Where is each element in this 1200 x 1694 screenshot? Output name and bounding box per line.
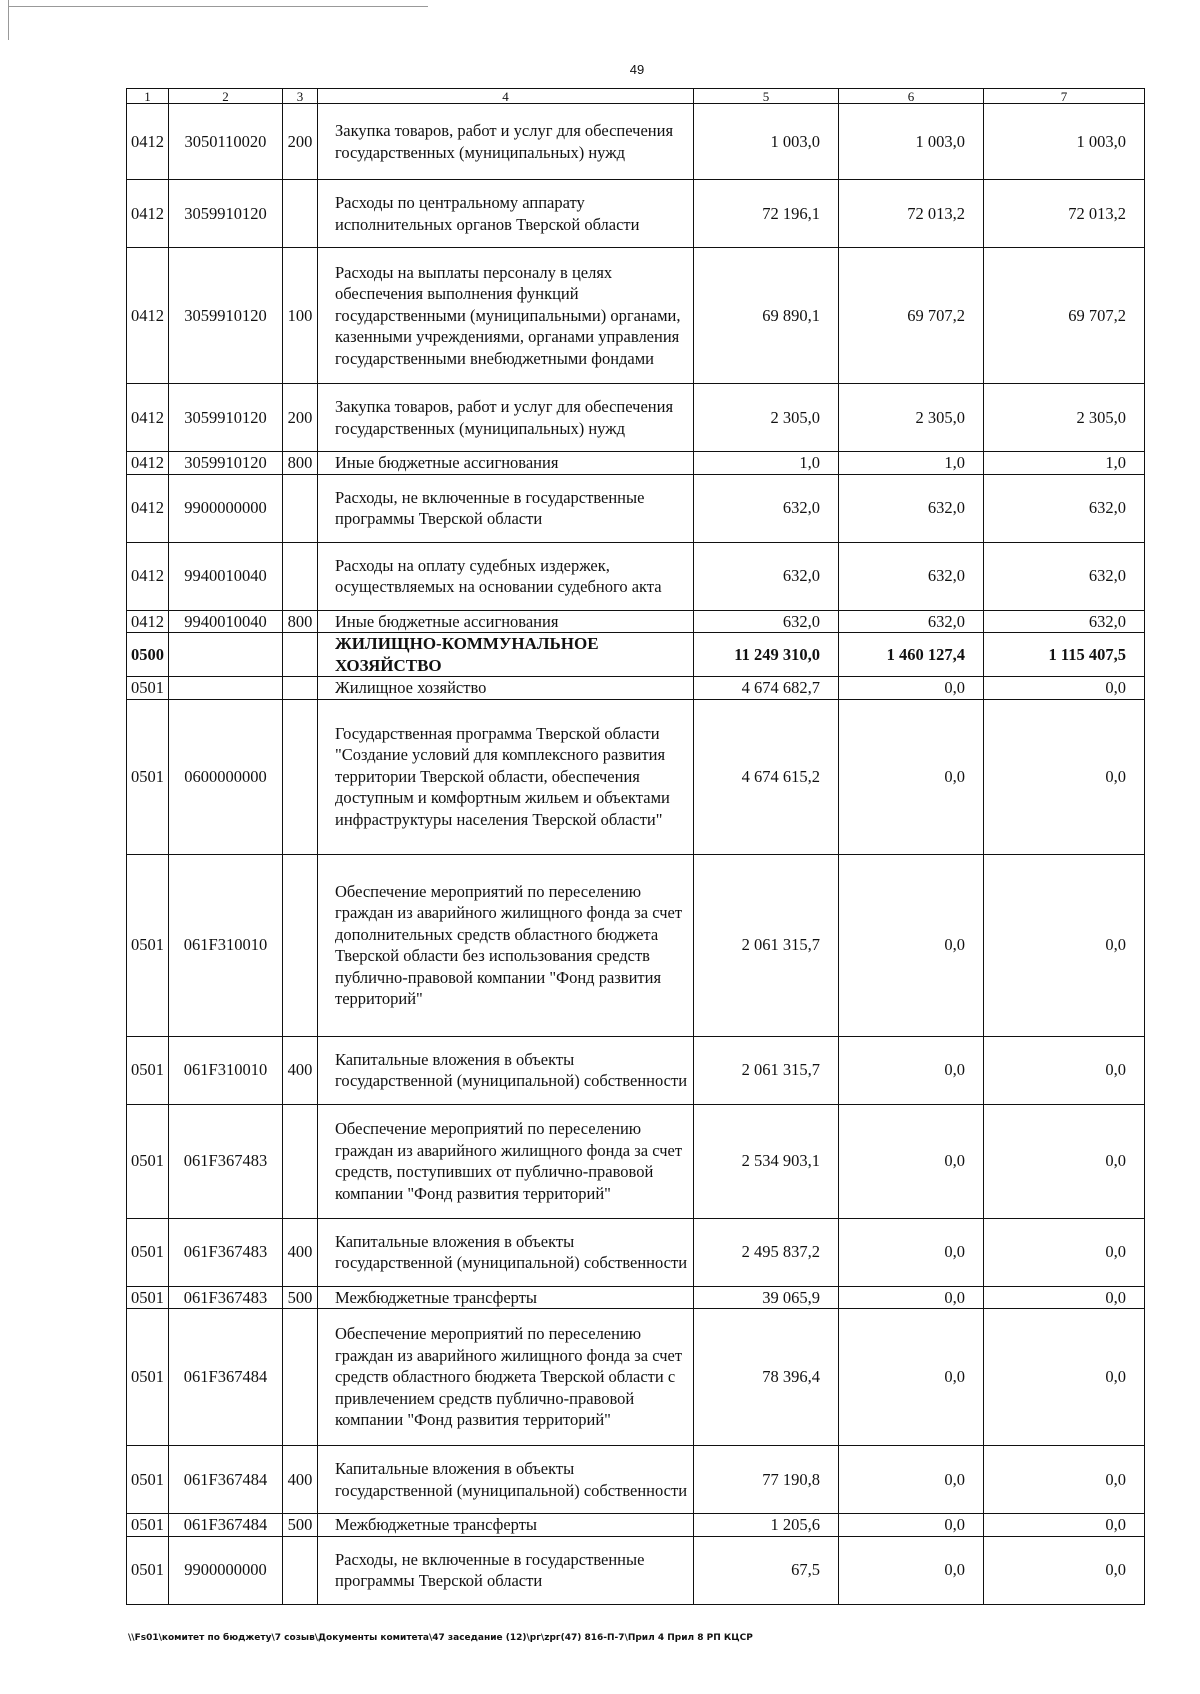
target-code-cell: 061F367484 xyxy=(169,1514,283,1537)
column-header: 2 xyxy=(169,89,283,104)
table-row xyxy=(127,610,1145,633)
table-row xyxy=(127,1309,1145,1446)
table-row xyxy=(127,1446,1145,1514)
amount-col6-cell: 2 305,0 xyxy=(839,384,984,452)
amount-col5-cell: 39 065,9 xyxy=(694,1286,839,1309)
budget-table xyxy=(126,88,1145,1605)
expense-type-cell xyxy=(283,180,318,248)
target-code-cell: 3059910120 xyxy=(169,384,283,452)
item-name-cell: Расходы на оплату судебных издержек, осуществляемых на основании судебного акта xyxy=(318,542,694,610)
amount-col7-cell: 0,0 xyxy=(984,1036,1145,1104)
target-code-cell: 061F367483 xyxy=(169,1286,283,1309)
amount-col5-cell: 632,0 xyxy=(694,610,839,633)
item-name-cell: Капитальные вложения в объекты государственной (муниципальной) собственности xyxy=(318,1446,694,1514)
table-row xyxy=(127,1514,1145,1537)
table-row xyxy=(127,104,1145,180)
amount-col6-cell: 0,0 xyxy=(839,1104,984,1218)
amount-col5-cell: 2 495 837,2 xyxy=(694,1218,839,1286)
amount-col5-cell: 4 674 682,7 xyxy=(694,677,839,700)
section-code-cell: 0412 xyxy=(127,542,169,610)
amount-col7-cell: 632,0 xyxy=(984,474,1145,542)
section-code-cell: 0500 xyxy=(127,633,169,677)
expense-type-cell: 400 xyxy=(283,1446,318,1514)
amount-col6-cell: 0,0 xyxy=(839,1286,984,1309)
amount-col5-cell: 2 305,0 xyxy=(694,384,839,452)
expense-type-cell: 500 xyxy=(283,1286,318,1309)
table-row xyxy=(127,699,1145,854)
item-name-cell: Расходы по центральному аппарату исполнительных органов Тверской области xyxy=(318,180,694,248)
expense-type-cell xyxy=(283,474,318,542)
amount-col6-cell: 632,0 xyxy=(839,542,984,610)
amount-col6-cell: 0,0 xyxy=(839,1309,984,1446)
section-code-cell: 0501 xyxy=(127,1286,169,1309)
amount-col7-cell: 72 013,2 xyxy=(984,180,1145,248)
amount-col6-cell: 0,0 xyxy=(839,1536,984,1604)
expense-type-cell xyxy=(283,677,318,700)
amount-col6-cell: 69 707,2 xyxy=(839,248,984,384)
target-code-cell: 061F367483 xyxy=(169,1218,283,1286)
table-row xyxy=(127,384,1145,452)
amount-col6-cell: 0,0 xyxy=(839,1446,984,1514)
target-code-cell: 9940010040 xyxy=(169,610,283,633)
amount-col6-cell: 1 003,0 xyxy=(839,104,984,180)
item-name-cell: Закупка товаров, работ и услуг для обеспечения государственных (муниципальных) нужд xyxy=(318,104,694,180)
table-row xyxy=(127,542,1145,610)
amount-col6-cell: 0,0 xyxy=(839,1514,984,1537)
target-code-cell: 9940010040 xyxy=(169,542,283,610)
item-name-cell: Иные бюджетные ассигнования xyxy=(318,610,694,633)
item-name-cell: Иные бюджетные ассигнования xyxy=(318,452,694,475)
target-code-cell: 0600000000 xyxy=(169,699,283,854)
target-code-cell: 061F310010 xyxy=(169,1036,283,1104)
section-code-cell: 0412 xyxy=(127,610,169,633)
table-row xyxy=(127,854,1145,1036)
section-code-cell: 0501 xyxy=(127,1104,169,1218)
expense-type-cell: 400 xyxy=(283,1218,318,1286)
item-name-cell: Расходы на выплаты персоналу в целях обеспечения выполнения функций государственными (муниципальными) органами, казенными учреждениями, органами управления государственными внебюджетными фондами xyxy=(318,248,694,384)
amount-col5-cell: 69 890,1 xyxy=(694,248,839,384)
expense-type-cell: 100 xyxy=(283,248,318,384)
section-code-cell: 0501 xyxy=(127,699,169,854)
amount-col6-cell: 0,0 xyxy=(839,854,984,1036)
amount-col6-cell: 1,0 xyxy=(839,452,984,475)
column-header: 6 xyxy=(839,89,984,104)
table-row xyxy=(127,677,1145,700)
amount-col7-cell: 0,0 xyxy=(984,854,1145,1036)
item-name-cell: Капитальные вложения в объекты государственной (муниципальной) собственности xyxy=(318,1036,694,1104)
amount-col7-cell: 69 707,2 xyxy=(984,248,1145,384)
section-code-cell: 0501 xyxy=(127,1309,169,1446)
column-header-row xyxy=(127,89,1145,104)
expense-type-cell xyxy=(283,1536,318,1604)
amount-col6-cell: 0,0 xyxy=(839,699,984,854)
amount-col7-cell: 0,0 xyxy=(984,699,1145,854)
target-code-cell xyxy=(169,677,283,700)
item-name-cell: Жилищное хозяйство xyxy=(318,677,694,700)
section-code-cell: 0412 xyxy=(127,248,169,384)
amount-col7-cell: 2 305,0 xyxy=(984,384,1145,452)
item-name-cell: Обеспечение мероприятий по переселению граждан из аварийного жилищного фонда за счет средств областного бюджета Тверской области с привлечением средств публично-правовой компании "Фонд развития территорий" xyxy=(318,1309,694,1446)
amount-col5-cell: 4 674 615,2 xyxy=(694,699,839,854)
amount-col7-cell: 0,0 xyxy=(984,1536,1145,1604)
section-code-cell: 0501 xyxy=(127,1036,169,1104)
column-header: 7 xyxy=(984,89,1145,104)
section-code-cell: 0412 xyxy=(127,180,169,248)
target-code-cell: 9900000000 xyxy=(169,474,283,542)
amount-col7-cell: 0,0 xyxy=(984,1446,1145,1514)
column-header: 4 xyxy=(318,89,694,104)
target-code-cell: 061F367483 xyxy=(169,1104,283,1218)
amount-col5-cell: 67,5 xyxy=(694,1536,839,1604)
item-name-cell: Обеспечение мероприятий по переселению граждан из аварийного жилищного фонда за счет дополнительных средств областного бюджета Тверской области без использования средств публично-правовой компании "Фонд развития территорий" xyxy=(318,854,694,1036)
section-code-cell: 0501 xyxy=(127,1446,169,1514)
column-header: 1 xyxy=(127,89,169,104)
item-name-cell: Расходы, не включенные в государственные программы Тверской области xyxy=(318,474,694,542)
amount-col7-cell: 0,0 xyxy=(984,1218,1145,1286)
expense-type-cell xyxy=(283,542,318,610)
amount-col7-cell: 0,0 xyxy=(984,1104,1145,1218)
column-header: 3 xyxy=(283,89,318,104)
amount-col5-cell: 72 196,1 xyxy=(694,180,839,248)
amount-col7-cell: 1 115 407,5 xyxy=(984,633,1145,677)
expense-type-cell xyxy=(283,699,318,854)
target-code-cell: 061F310010 xyxy=(169,854,283,1036)
amount-col5-cell: 632,0 xyxy=(694,542,839,610)
expense-type-cell xyxy=(283,1309,318,1446)
table-row xyxy=(127,248,1145,384)
expense-type-cell: 500 xyxy=(283,1514,318,1537)
page-number: 49 xyxy=(629,62,645,77)
expense-type-cell: 200 xyxy=(283,384,318,452)
item-name-cell: Закупка товаров, работ и услуг для обеспечения государственных (муниципальных) нужд xyxy=(318,384,694,452)
item-name-cell: Межбюджетные трансферты xyxy=(318,1286,694,1309)
target-code-cell: 061F367484 xyxy=(169,1446,283,1514)
amount-col5-cell: 1 003,0 xyxy=(694,104,839,180)
section-code-cell: 0412 xyxy=(127,384,169,452)
expense-type-cell: 200 xyxy=(283,104,318,180)
target-code-cell: 3059910120 xyxy=(169,248,283,384)
section-code-cell: 0501 xyxy=(127,1218,169,1286)
section-code-cell: 0501 xyxy=(127,677,169,700)
item-name-cell: Капитальные вложения в объекты государственной (муниципальной) собственности xyxy=(318,1218,694,1286)
amount-col7-cell: 632,0 xyxy=(984,542,1145,610)
column-header: 5 xyxy=(694,89,839,104)
amount-col7-cell: 632,0 xyxy=(984,610,1145,633)
table-row xyxy=(127,474,1145,542)
amount-col6-cell: 632,0 xyxy=(839,474,984,542)
target-code-cell: 3059910120 xyxy=(169,180,283,248)
table-row xyxy=(127,1536,1145,1604)
amount-col7-cell: 1 003,0 xyxy=(984,104,1145,180)
amount-col6-cell: 0,0 xyxy=(839,1218,984,1286)
amount-col7-cell: 0,0 xyxy=(984,1514,1145,1537)
section-code-cell: 0412 xyxy=(127,104,169,180)
amount-col5-cell: 1 205,6 xyxy=(694,1514,839,1537)
item-name-cell: Обеспечение мероприятий по переселению граждан из аварийного жилищного фонда за счет средств, поступивших от публично-правовой компании "Фонд развития территорий" xyxy=(318,1104,694,1218)
amount-col5-cell: 11 249 310,0 xyxy=(694,633,839,677)
section-code-cell: 0412 xyxy=(127,452,169,475)
expense-type-cell xyxy=(283,1104,318,1218)
amount-col6-cell: 0,0 xyxy=(839,677,984,700)
target-code-cell: 3050110020 xyxy=(169,104,283,180)
amount-col7-cell: 1,0 xyxy=(984,452,1145,475)
amount-col7-cell: 0,0 xyxy=(984,677,1145,700)
amount-col6-cell: 1 460 127,4 xyxy=(839,633,984,677)
expense-type-cell xyxy=(283,854,318,1036)
target-code-cell xyxy=(169,633,283,677)
table-row xyxy=(127,1286,1145,1309)
section-code-cell: 0501 xyxy=(127,1536,169,1604)
expense-type-cell: 800 xyxy=(283,452,318,475)
amount-col6-cell: 632,0 xyxy=(839,610,984,633)
amount-col5-cell: 78 396,4 xyxy=(694,1309,839,1446)
file-path-footer: \\Fs01\комитет по бюджету\7 созыв\Документы комитета\47 заседание (12)\рг\zрг(47) 816-П-7\Прил 4 Прил 8 РП КЦСР xyxy=(128,1633,753,1643)
target-code-cell: 3059910120 xyxy=(169,452,283,475)
amount-col5-cell: 2 061 315,7 xyxy=(694,1036,839,1104)
item-name-cell: Расходы, не включенные в государственные программы Тверской области xyxy=(318,1536,694,1604)
table-row xyxy=(127,452,1145,475)
amount-col5-cell: 632,0 xyxy=(694,474,839,542)
expense-type-cell: 400 xyxy=(283,1036,318,1104)
table-row xyxy=(127,1104,1145,1218)
amount-col6-cell: 72 013,2 xyxy=(839,180,984,248)
item-name-cell: Государственная программа Тверской области "Создание условий для комплексного развития территории Тверской области, обеспечения доступным и комфортным жильем и объектами инфраструктуры населения Тверской области" xyxy=(318,699,694,854)
target-code-cell: 9900000000 xyxy=(169,1536,283,1604)
expense-type-cell: 800 xyxy=(283,610,318,633)
table-row xyxy=(127,633,1145,677)
table-row xyxy=(127,1218,1145,1286)
amount-col5-cell: 77 190,8 xyxy=(694,1446,839,1514)
table-row xyxy=(127,180,1145,248)
expense-type-cell xyxy=(283,633,318,677)
amount-col6-cell: 0,0 xyxy=(839,1036,984,1104)
section-code-cell: 0501 xyxy=(127,1514,169,1537)
amount-col7-cell: 0,0 xyxy=(984,1286,1145,1309)
item-name-cell: ЖИЛИЩНО-КОММУНАЛЬНОЕ ХОЗЯЙСТВО xyxy=(318,633,694,677)
item-name-cell: Межбюджетные трансферты xyxy=(318,1514,694,1537)
section-code-cell: 0412 xyxy=(127,474,169,542)
table-row xyxy=(127,1036,1145,1104)
target-code-cell: 061F367484 xyxy=(169,1309,283,1446)
amount-col5-cell: 2 061 315,7 xyxy=(694,854,839,1036)
amount-col5-cell: 1,0 xyxy=(694,452,839,475)
amount-col5-cell: 2 534 903,1 xyxy=(694,1104,839,1218)
amount-col7-cell: 0,0 xyxy=(984,1309,1145,1446)
section-code-cell: 0501 xyxy=(127,854,169,1036)
scan-edge-top xyxy=(8,6,428,7)
